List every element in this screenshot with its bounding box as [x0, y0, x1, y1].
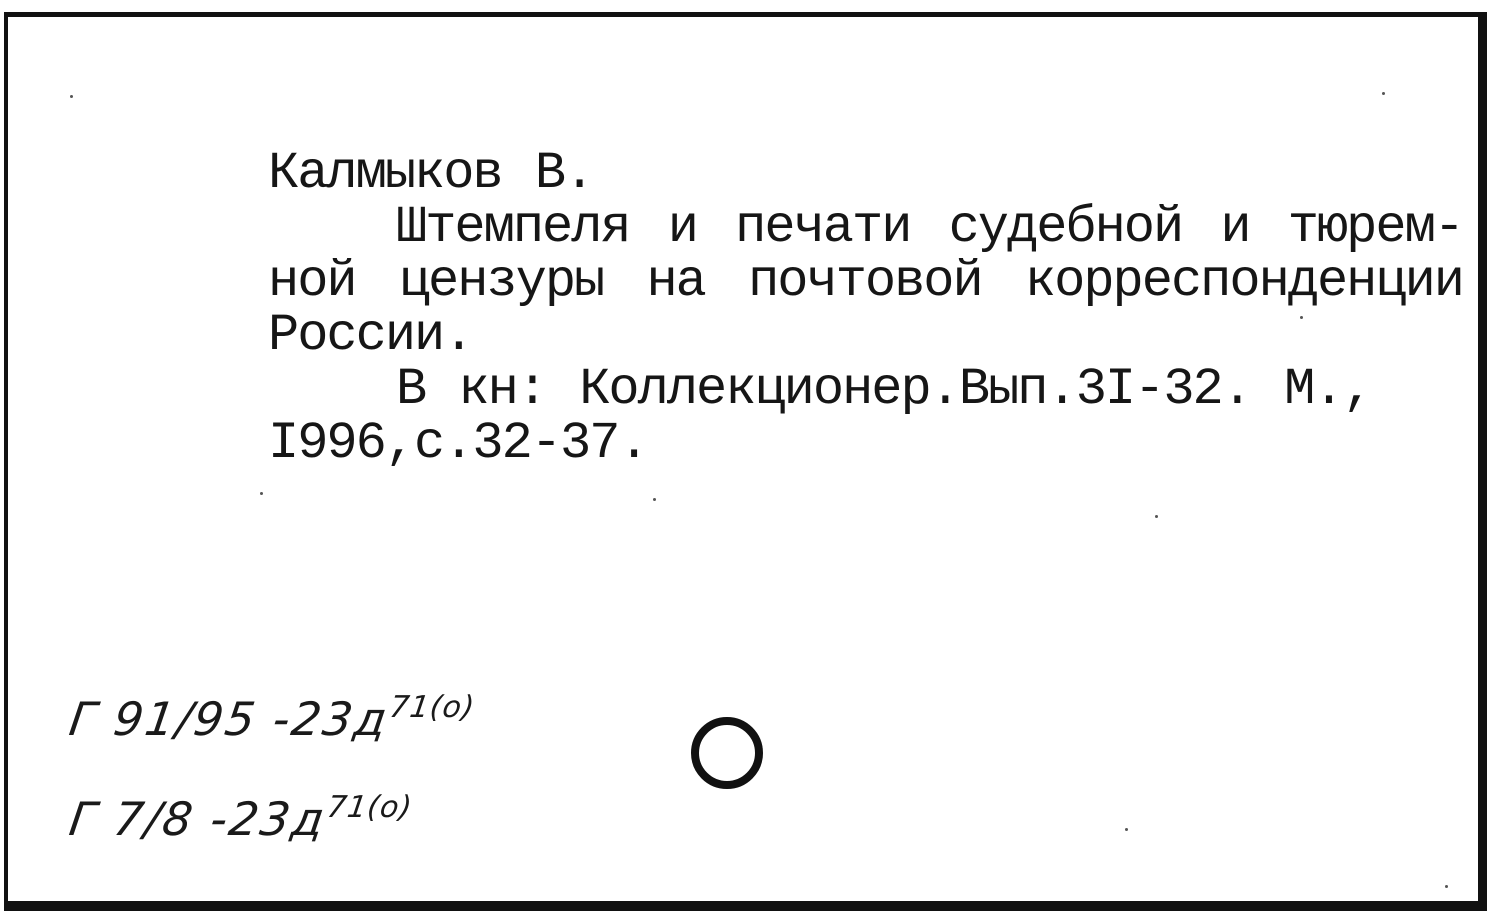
title-line-3: России.	[268, 306, 473, 365]
scan-speck	[1300, 316, 1303, 319]
source-line-1: В кн: Коллекционер.Вып.3I-32. М.,	[396, 360, 1372, 419]
author-line: Калмыков В.	[268, 144, 594, 203]
title-line-1: Штемпеля и печати судебной и тюрем-	[396, 198, 1463, 257]
shelfmark-2-sup: 71(о)	[324, 790, 415, 825]
scan-speck	[70, 95, 73, 98]
scan-speck	[1382, 92, 1385, 95]
card-punch-hole	[691, 717, 763, 789]
scan-speck	[1155, 515, 1158, 518]
shelfmark-note-2	[66, 790, 415, 846]
scan-speck	[1125, 828, 1128, 831]
title-line-2: ной цензуры на почтовой корреспонденции	[268, 252, 1463, 311]
shelfmark-2-main: Г 7/8 -23д	[66, 792, 330, 846]
source-line-2: I996,с.32-37.	[268, 414, 648, 473]
scan-speck	[653, 498, 656, 501]
shelfmark-1-sup: 71(о)	[387, 690, 478, 725]
bibliographic-entry	[268, 144, 1463, 473]
shelfmark-note-1	[66, 690, 477, 746]
scan-speck	[1445, 885, 1448, 888]
scan-speck	[260, 492, 263, 495]
shelfmark-1-main: Г 91/95 -23д	[66, 692, 393, 746]
